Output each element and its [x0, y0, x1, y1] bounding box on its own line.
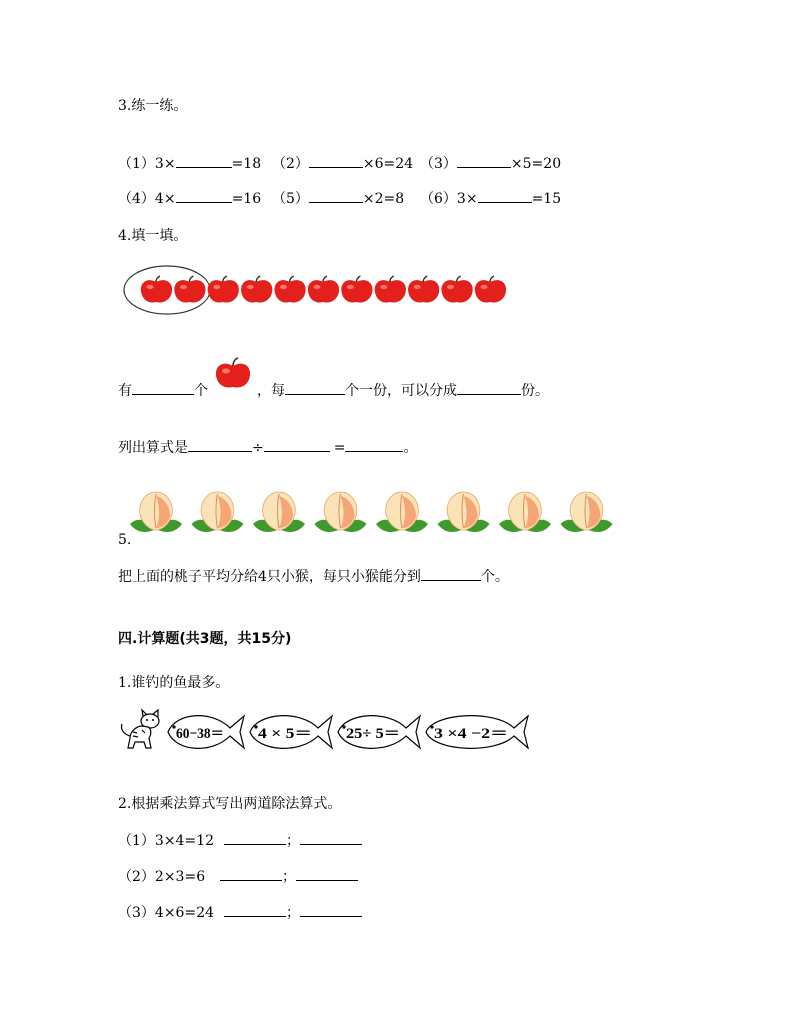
text: 列出算式是	[118, 440, 188, 456]
answer-blank[interactable]	[188, 437, 252, 452]
q3-item-1	[118, 153, 261, 173]
fish-icon	[338, 716, 420, 749]
answer-blank[interactable]	[176, 188, 232, 203]
apple-icon	[174, 276, 205, 303]
item-suffix: ×5=20	[510, 156, 562, 172]
q3-title: 3.练一练。	[118, 98, 188, 114]
peach-icon	[376, 492, 428, 532]
calc-q1-title: 1.谁钓的鱼最多。	[118, 675, 230, 691]
text: ÷	[252, 440, 264, 456]
q4-line2	[118, 437, 417, 457]
fish-icon	[426, 716, 528, 749]
apple-icon	[375, 276, 406, 303]
text: 个一份，可以分成	[345, 383, 457, 399]
answer-blank[interactable]	[345, 437, 403, 452]
apple-icon	[241, 276, 272, 303]
answer-blank[interactable]	[224, 902, 286, 917]
apple-icon	[442, 276, 473, 303]
q4-line1	[118, 380, 208, 400]
apple-icon	[475, 276, 506, 303]
calc-q2-item-1	[118, 830, 214, 850]
peach-icon	[438, 492, 490, 532]
item-number: （4）	[118, 191, 155, 207]
item-prefix: 3×	[456, 191, 478, 207]
item-expression: 2×3=6	[154, 869, 206, 885]
answer-blank[interactable]	[296, 866, 358, 881]
peach-icon	[253, 492, 305, 532]
item-number: （3）	[118, 905, 155, 921]
answer-blank[interactable]	[264, 437, 330, 452]
calc-q2-item-2	[118, 866, 205, 886]
fish-icon	[250, 716, 332, 749]
calc-q2-blanks-1	[224, 830, 362, 850]
answer-blank[interactable]	[224, 830, 286, 845]
q3-item-3	[420, 153, 561, 173]
apple-icon	[141, 276, 172, 303]
apple-icon	[408, 276, 439, 303]
item-expression: 3×4=12	[154, 833, 215, 849]
text: 个。	[480, 569, 509, 585]
q3-item-4	[118, 188, 261, 208]
apple-icon	[275, 276, 306, 303]
calc-q2-blanks-2	[220, 866, 358, 886]
q4-title: 4.填一填。	[118, 228, 188, 244]
item-number: （6）	[420, 191, 457, 207]
item-expression: 4×6=24	[154, 905, 215, 921]
q4-line1-rest	[257, 380, 549, 400]
item-number: （1）	[118, 833, 155, 849]
cat-icon	[118, 712, 168, 752]
fish-expression: 25÷ 5＝	[346, 726, 400, 742]
answer-blank[interactable]	[309, 153, 363, 168]
item-number: （1）	[118, 156, 155, 172]
answer-blank[interactable]	[300, 902, 362, 917]
apple-icon	[341, 276, 372, 303]
section-heading: 四.计算题(共3题，共15分)	[118, 631, 292, 647]
peach-icon	[192, 492, 244, 532]
fish-row	[166, 706, 522, 756]
item-number: （2）	[118, 869, 155, 885]
fish-expression: 3 ×4 −2＝	[434, 726, 508, 742]
separator: ；	[286, 833, 300, 849]
item-prefix: 3×	[154, 156, 176, 172]
answer-blank[interactable]	[421, 566, 481, 581]
fish-expression: 60−38＝	[176, 726, 224, 742]
item-prefix: 4×	[154, 191, 176, 207]
q5-text	[118, 566, 509, 586]
calc-q2-title: 2.根据乘法算式写出两道除法算式。	[118, 796, 342, 812]
item-suffix: =18	[231, 156, 262, 172]
peach-icon	[561, 492, 613, 532]
text: 个	[194, 383, 208, 399]
text: 份。	[521, 383, 549, 399]
separator: ；	[286, 905, 300, 921]
peach-row	[128, 486, 624, 540]
q5-number: 5.	[118, 532, 132, 548]
text: 把上面的桃子平均分给4只小猴，每只小猴能分到	[118, 569, 421, 585]
apple-icon	[208, 276, 239, 303]
text: ，每	[257, 383, 285, 399]
answer-blank[interactable]	[457, 380, 521, 395]
fish-icon	[168, 716, 244, 749]
text: =	[333, 440, 346, 456]
peach-icon	[499, 492, 551, 532]
q3-item-6	[420, 188, 561, 208]
apple-icon	[215, 358, 251, 390]
item-suffix: =16	[231, 191, 262, 207]
item-suffix: ×2=8	[362, 191, 405, 207]
calc-q2-item-3	[118, 902, 214, 922]
answer-blank[interactable]	[285, 380, 345, 395]
apple-row	[118, 262, 488, 318]
fish-expression: 4 × 5＝	[258, 726, 312, 742]
calc-q2-blanks-3	[224, 902, 362, 922]
answer-blank[interactable]	[478, 188, 532, 203]
answer-blank[interactable]	[176, 153, 232, 168]
answer-blank[interactable]	[132, 380, 194, 395]
answer-blank[interactable]	[300, 830, 362, 845]
answer-blank[interactable]	[457, 153, 511, 168]
peach-icon	[315, 492, 367, 532]
peach-icon	[130, 492, 182, 532]
item-suffix: ×6=24	[362, 156, 414, 172]
item-number: （5）	[272, 191, 309, 207]
q3-item-2	[272, 153, 413, 173]
item-suffix: =15	[531, 191, 562, 207]
item-number: （2）	[272, 156, 309, 172]
text: 。	[403, 440, 418, 456]
item-number: （3）	[420, 156, 457, 172]
apple-icon	[308, 276, 339, 303]
answer-blank[interactable]	[220, 866, 282, 881]
separator: ；	[282, 869, 296, 885]
answer-blank[interactable]	[309, 188, 363, 203]
text: 有	[118, 383, 132, 399]
q3-item-5	[272, 188, 404, 208]
